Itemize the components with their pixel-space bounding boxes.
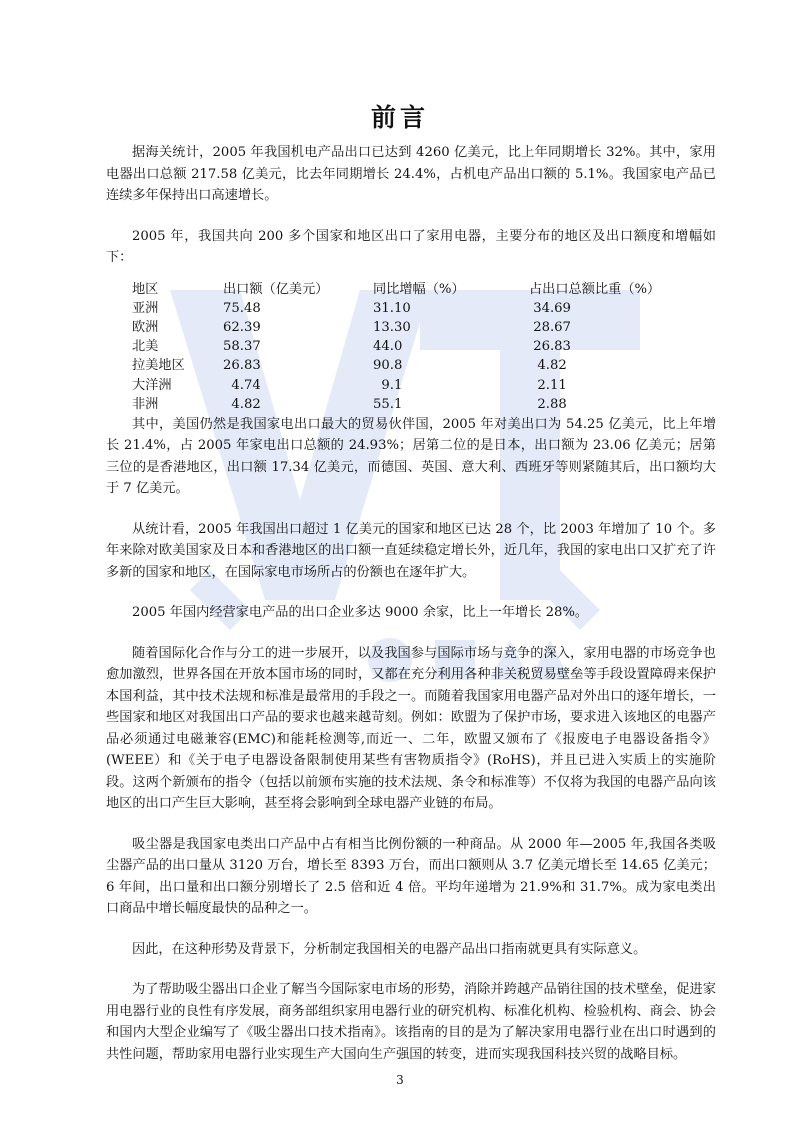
table-cell: 非洲 [132, 396, 159, 412]
table-cell: 58.37 [223, 339, 261, 355]
table-row [132, 395, 669, 414]
table-header-cell: 同比增幅（%） [373, 281, 465, 297]
table-cell: 44.0 [373, 339, 403, 355]
table-cell: 9.1 [373, 377, 403, 393]
paragraph: 2005 年国内经营家电产品的出口企业多达 9000 余家，比上一年增长 28%。 [132, 605, 589, 621]
paragraph: 2005 年，我国共向 200 多个国家和地区出口了家用电器，主要分布的地区及出口额度和增幅如下： [106, 228, 716, 265]
table-header-cell: 地区 [132, 281, 159, 297]
table-cell: 26.83 [529, 339, 571, 355]
table-cell: 62.39 [223, 319, 261, 335]
paragraph: 从统计看，2005 年我国出口超过 1 亿美元的国家和地区已达 28 个，比 2003 年增加了 10 个。多年来除对欧美国家及日本和香港地区的出口额一直延续稳定增长外，近几年，我国的家电出口又扩充了许多新的国家和地区，在国际家电市场所占的份额也在逐年扩大。 [106, 521, 716, 580]
table-cell: 4.74 [223, 377, 261, 393]
table-row [132, 337, 669, 356]
table-cell: 75.48 [223, 300, 261, 316]
paragraph: 其中，美国仍然是我国家电出口最大的贸易伙伴国，2005 年对美出口为 54.25 亿美元，比上年增长 21.4%，占 2005 年家电出口总额的 24.93%；居第二位的是日本，出口额为 23.06 亿美元；居第三位的是香港地区，出口额 17.34 亿美元，而德国、英国、意大利、西班牙等则紧随其后，出口额均大于 7 亿美元。 [106, 416, 716, 497]
table-header-row [132, 280, 669, 299]
table-cell: 31.10 [373, 300, 411, 316]
table-cell: 亚洲 [132, 300, 159, 316]
paragraph: 因此，在这种形势及背景下，分析制定我国相关的电器产品出口指南就更具有实际意义。 [132, 941, 647, 957]
table-cell: 55.1 [373, 396, 403, 412]
page-title: 前言 [370, 103, 429, 132]
table-cell: 拉美地区 [132, 358, 185, 374]
table-header-cell: 出口额（亿美元） [223, 281, 329, 297]
table-row [132, 376, 669, 395]
table-row [132, 356, 669, 375]
table-header-cell: 占出口总额比重（%） [529, 281, 661, 297]
table-cell: 4.82 [529, 358, 567, 374]
table-cell: 大洋洲 [132, 377, 172, 393]
paragraph: 随着国际化合作与分工的进一步展开，以及我国参与国际市场与竞争的深入，家用电器的市场竞争也愈加激烈，世界各国在开放本国市场的同时，又都在充分利用各种非关税贸易壁垒等手段设置障碍来保护本国利益，其中技术法规和标准是最常用的手段之一。而随着我国家用电器产品对外出口的逐年增长，一些国家和地区对我国出口产品的要求也越来越苛刻。例如：欧盟为了保护市场，要求进入该地区的电器产品必须通过电磁兼容(EMC)和能耗检测等,而近一、二年，欧盟又颁布了《报废电子电器设备指令》(WEEE）和《关于电子电器设备限制使用某些有害物质指令》(RoHS)，并且已进入实质上的实施阶段。这两个新颁布的指令（包括以前颁布实施的技术法规、条令和标准等）不仅将为我国的电器产品向该地区的出口产生巨大影响，甚至将会影响到全球电器产业链的布局。 [106, 645, 716, 812]
paragraph: 吸尘器是我国家电类出口产品中占有相当比例份额的一种商品。从 2000 年—2005 年,我国各类吸尘器产品的出口量从 3120 万台，增长至 8393 万台，而出口额则从 3.7 亿美元增长至 14.65 亿美元；6 年间，出口量和出口额分别增长了 2.5 倍和近 4 倍。平均年递增为 21.9%和 31.7%。成为家电类出口商品中增长幅度最快的品种之一。 [106, 836, 716, 917]
paragraph: 据海关统计，2005 年我国机电产品出口已达到 4260 亿美元，比上年同期增长 32%。其中，家用电器出口总额 217.58 亿美元，比去年同期增长 24.4%，占机电产品出口额的 5.1%。我国家电产品已连续多年保持出口高速增长。 [106, 145, 716, 203]
page-number: 3 [396, 1073, 404, 1087]
table-cell: 34.69 [529, 300, 571, 316]
paragraph: 为了帮助吸尘器出口企业了解当今国际家电市场的形势，消除并跨越产品销往国的技术壁垒，促进家用电器行业的良性有序发展，商务部组织家用电器行业的研究机构、标准化机构、检验机构、商会、协会和国内大型企业编写了《吸尘器出口技术指南》。该指南的目的是为了解决家用电器行业在出口时遇到的共性问题，帮助家用电器行业实现生产大国向生产强国的转变，进而实现我国科技兴贸的战略目标。 [106, 982, 716, 1062]
table-cell: 4.82 [223, 396, 261, 412]
table-cell: 28.67 [529, 319, 571, 335]
table-cell: 欧洲 [132, 319, 159, 335]
table-row [132, 299, 669, 318]
table-cell: 26.83 [223, 358, 261, 374]
document-body [106, 142, 716, 1065]
export-region-table [132, 280, 669, 414]
table-cell: 13.30 [373, 319, 411, 335]
table-row [132, 318, 669, 337]
table-cell: 2.11 [529, 377, 567, 393]
table-cell: 北美 [132, 339, 159, 355]
table-cell: 2.88 [529, 396, 567, 412]
table-cell: 90.8 [373, 358, 403, 374]
